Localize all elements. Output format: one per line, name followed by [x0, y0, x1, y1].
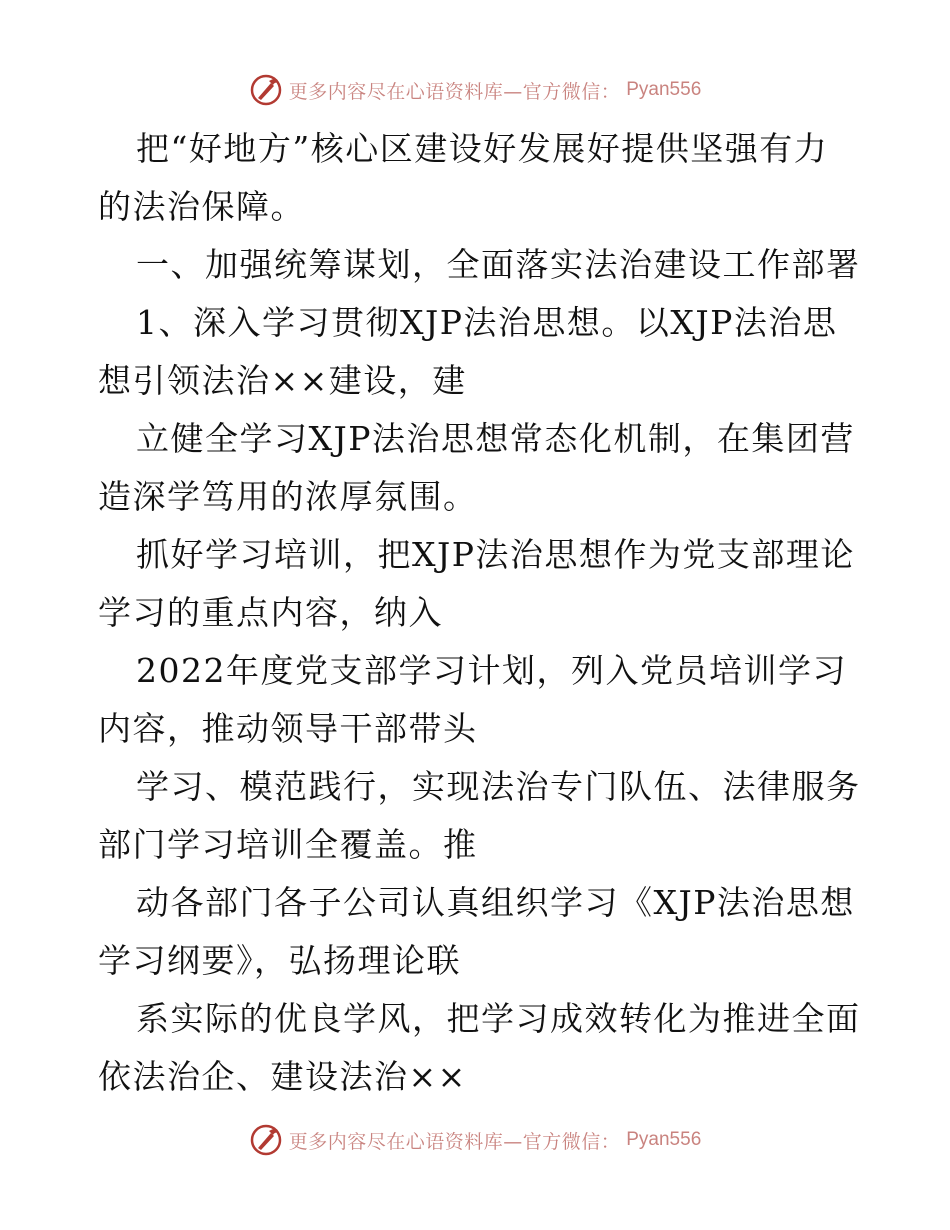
text-line: 动各部门各子公司认真组织学习《XJP法治思想: [136, 883, 855, 922]
document-body: [98, 120, 861, 1106]
text-line: 造深学笃用的浓厚氛围。: [98, 477, 478, 516]
text-line: 2022年度党支部学习计划，列入党员培训学习: [136, 651, 847, 690]
watermark-text: 更多内容尽在心语资料库—官方微信：: [288, 80, 621, 103]
text-line: 学习、模范践行，实现法治专门队伍、法律服务: [136, 767, 861, 806]
text-line: 依法治企、建设法治××: [98, 1057, 467, 1096]
text-line: 的法治保障。: [98, 187, 305, 226]
header-watermark: [0, 70, 950, 110]
footer-watermark: [0, 1120, 950, 1160]
text-line: 内容，推动领导干部带头: [98, 709, 478, 748]
quill-logo-icon: [249, 1123, 283, 1157]
watermark-account: Pyan556: [626, 1129, 702, 1150]
text-line: 学习的重点内容，纳入: [98, 593, 443, 632]
text-line: 系实际的优良学风，把学习成效转化为推进全面: [136, 999, 861, 1038]
text-line: 1、深入学习贯彻XJP法治思想。以XJP法治思: [136, 303, 838, 342]
text-line: 立健全学习XJP法治思想常态化机制，在集团营: [136, 419, 855, 458]
watermark-account: Pyan556: [626, 79, 702, 100]
text-line: 把“好地方”核心区建设好发展好提供坚强有力: [136, 129, 829, 168]
text-line: 抓好学习培训，把XJP法治思想作为党支部理论: [136, 535, 855, 574]
watermark-text: 更多内容尽在心语资料库—官方微信：: [288, 1130, 621, 1153]
quill-logo-icon: [249, 73, 283, 107]
text-line: 一、加强统筹谋划，全面落实法治建设工作部署: [136, 245, 861, 284]
text-line: 部门学习培训全覆盖。推: [98, 825, 478, 864]
text-line: 学习纲要》，弘扬理论联: [98, 941, 461, 980]
text-line: 想引领法治××建设，建: [98, 361, 467, 400]
